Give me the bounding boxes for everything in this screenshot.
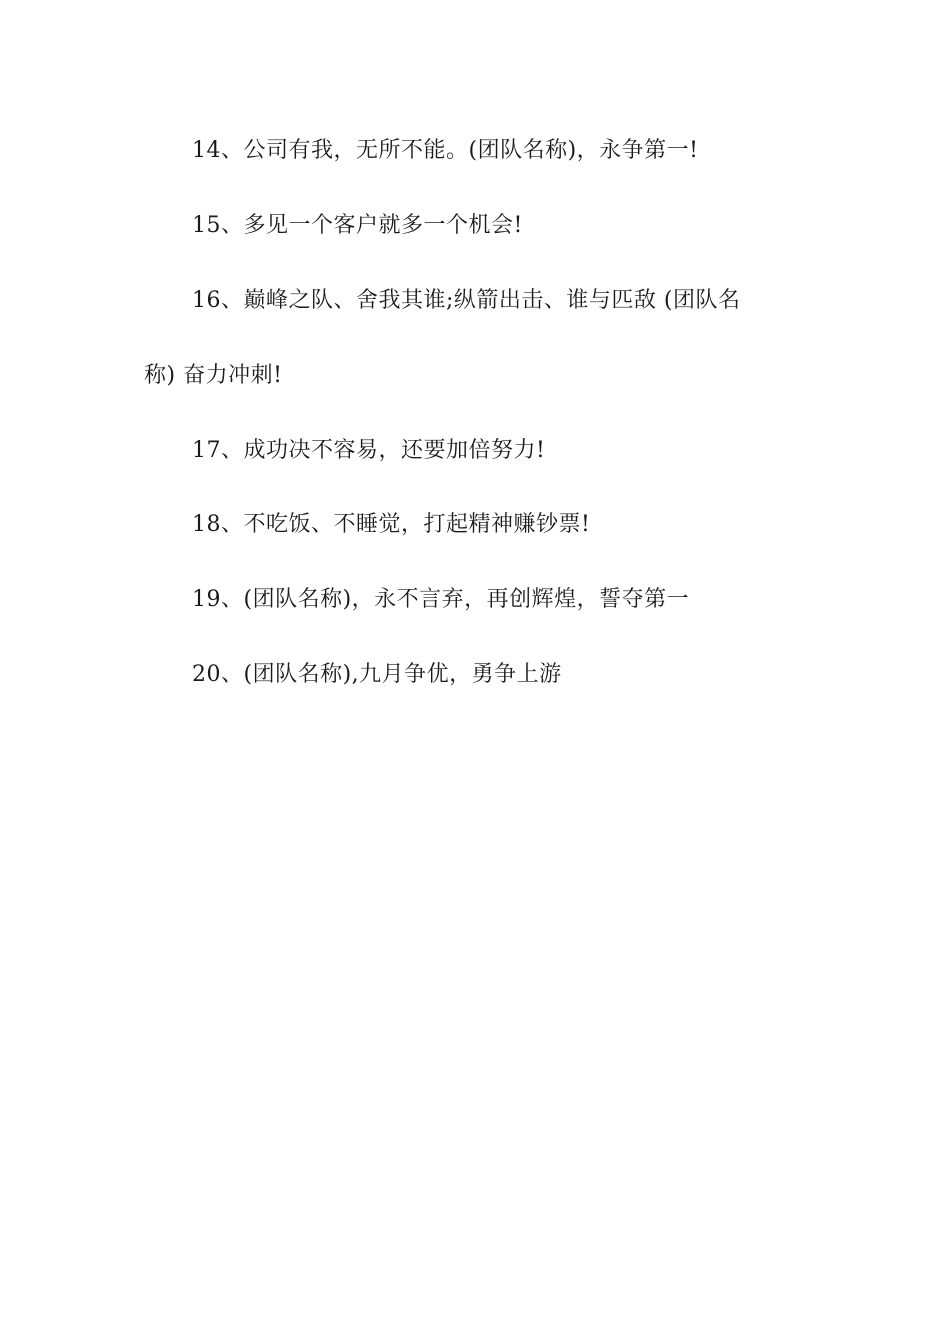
slogan-18: 18、不吃饭、不睡觉，打起精神赚钞票! (192, 512, 591, 537)
slogan-17: 17、成功决不容易，还要加倍努力! (192, 438, 546, 463)
slogan-19: 19、(团队名称)，永不言弃，再创辉煌，誓夺第一 (192, 587, 690, 612)
slogan-15: 15、多见一个客户就多一个机会! (192, 213, 523, 238)
slogan-14: 14、公司有我，无所不能。(团队名称)，永争第一! (192, 138, 699, 163)
slogan-20: 20、(团队名称),九月争优，勇争上游 (192, 662, 562, 687)
slogan-16-line-2: 称) 奋力冲刺! (144, 363, 283, 388)
slogan-16-line-1: 16、巅峰之队、舍我其谁;纵箭出击、谁与匹敌 (团队名 (192, 288, 741, 313)
